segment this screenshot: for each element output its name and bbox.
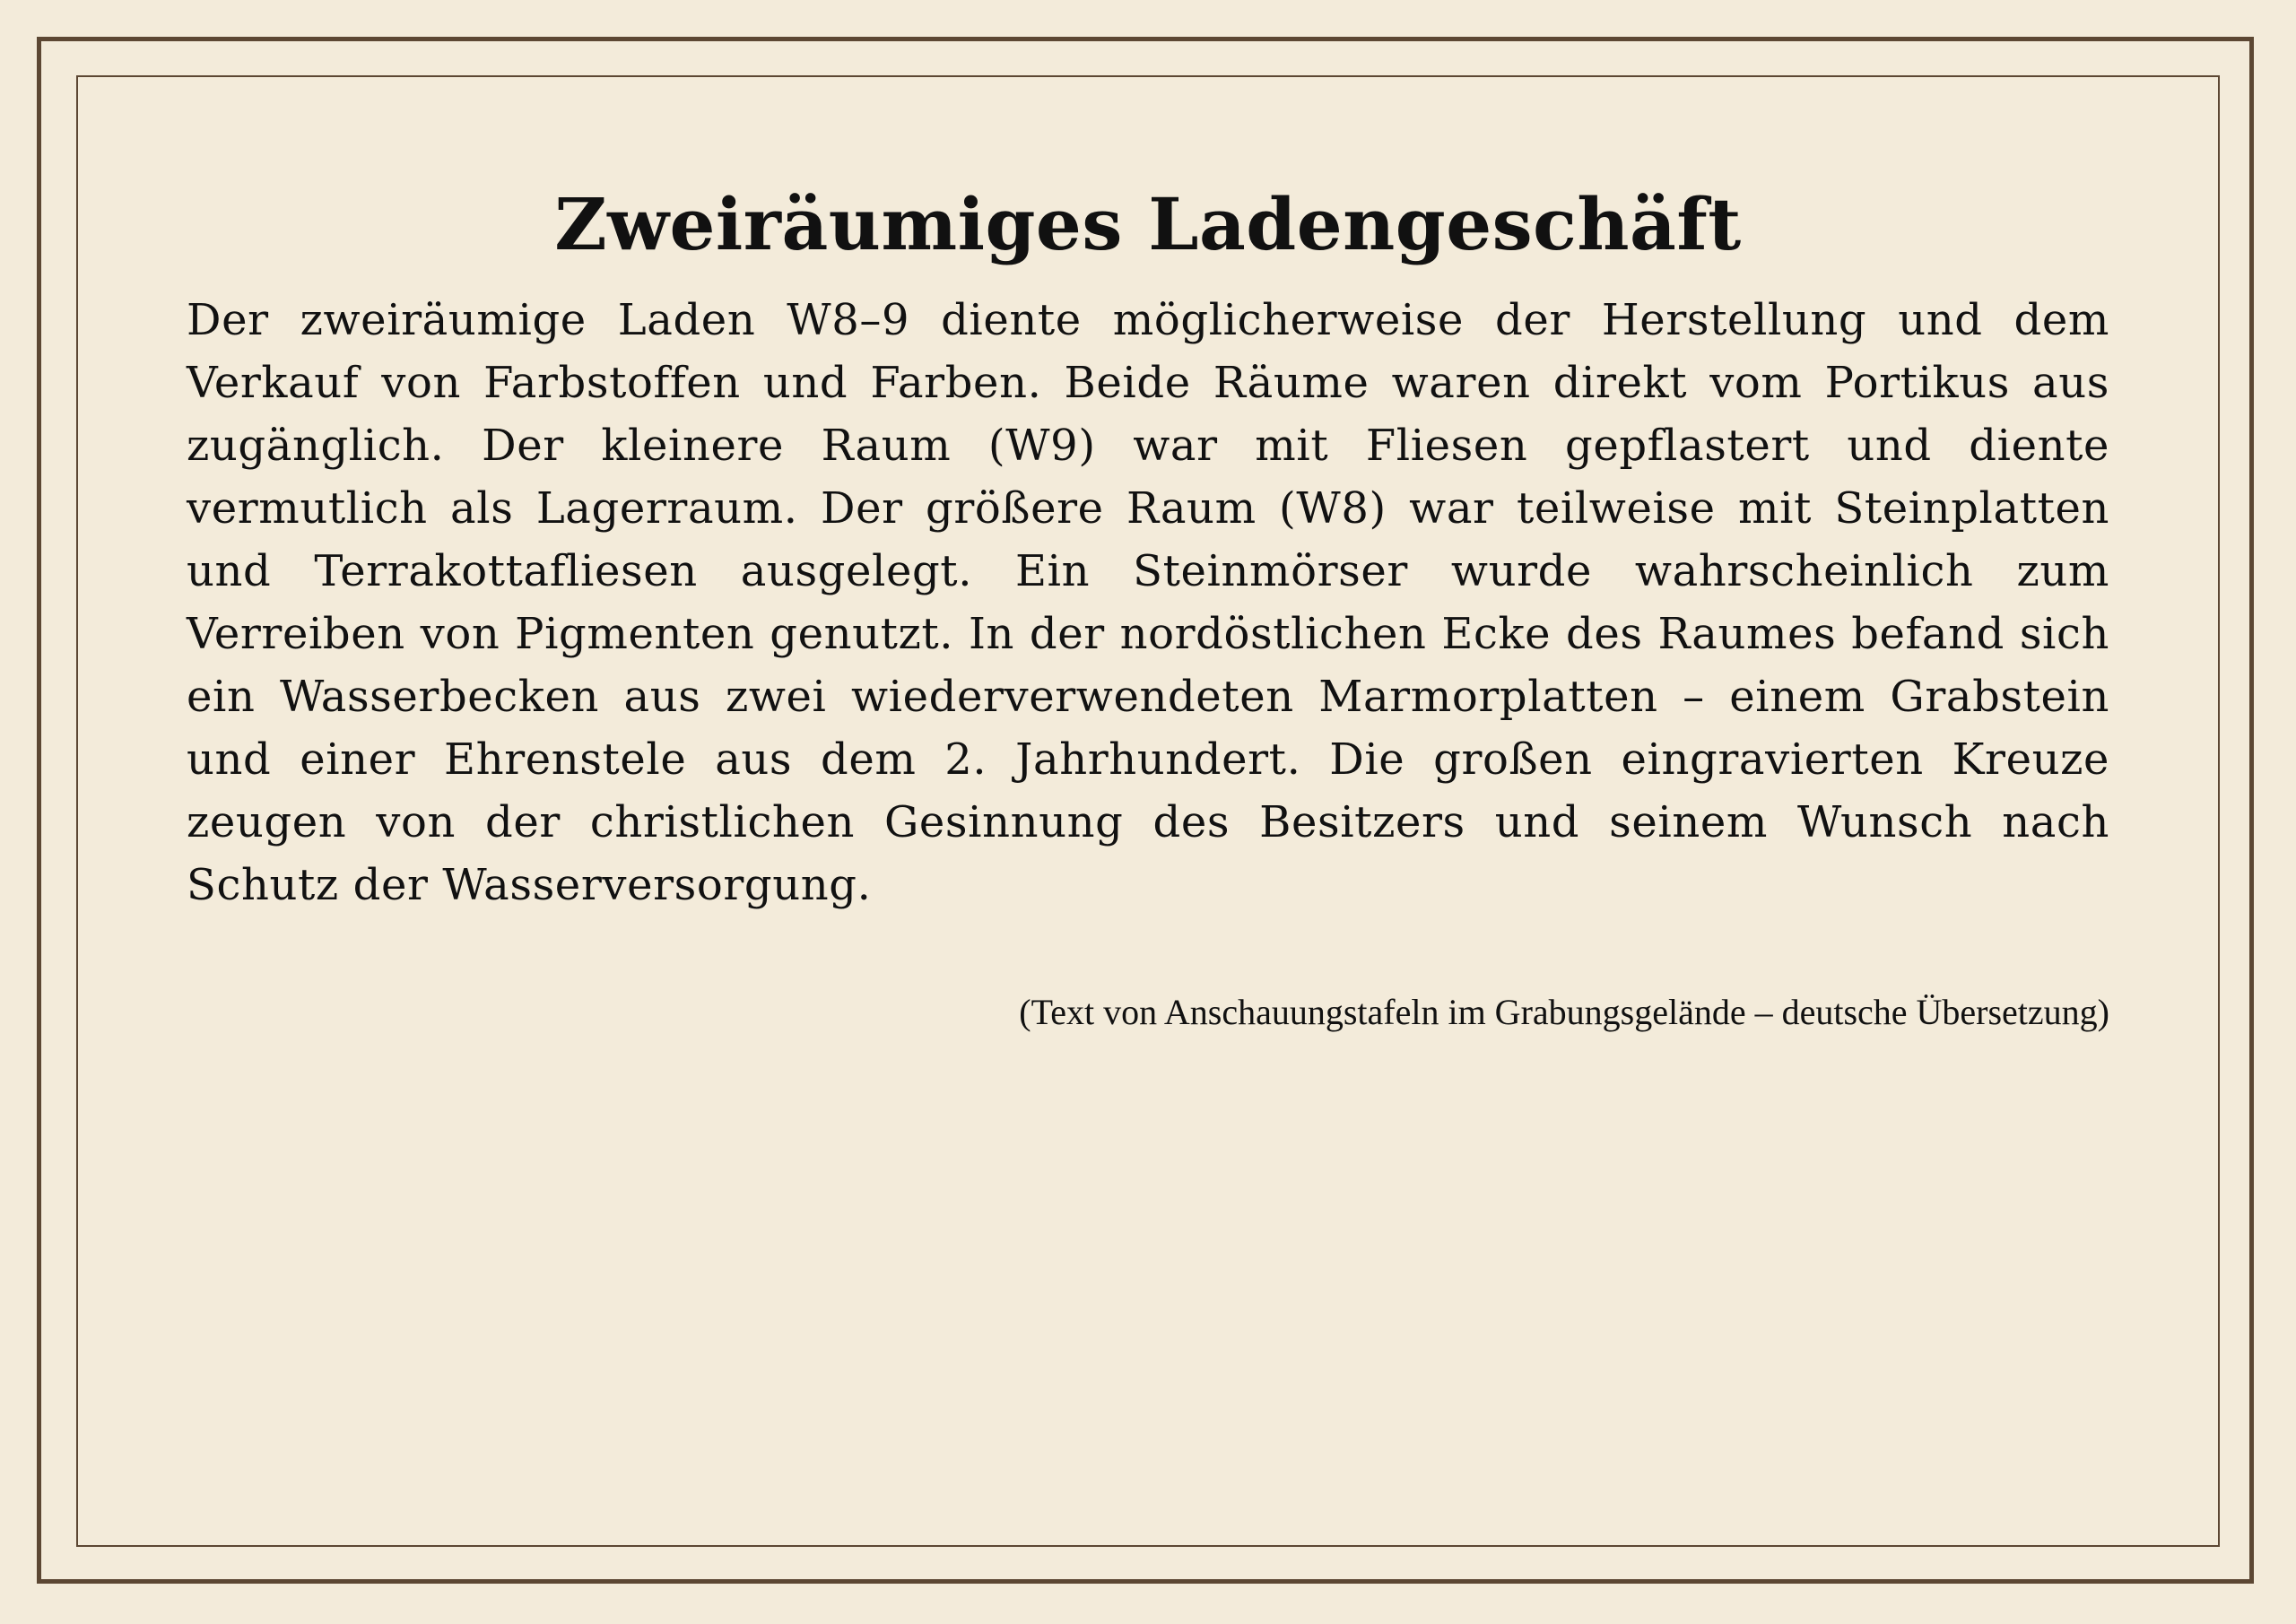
source-note: (Text von Anschauungstafeln im Grabungsgelände – deutsche Übersetzung) — [1019, 992, 2109, 1032]
panel-content — [187, 179, 2109, 1035]
panel-title: Zweiräumiges Ladengeschäft — [554, 182, 1742, 266]
panel-body-text: Der zweiräumige Laden W8–9 diente möglicherweise der Herstellung und dem Verkauf von Farbstoffen und Farben. Beide Räume waren direkt vom Portikus aus zugänglich. Der kleinere Raum (W9) war mit Fliesen gepflastert und diente vermutlich als Lagerraum. Der größere Raum (W8) war teilweise mit Steinplatten und Terrakottafliesen ausgelegt. Ein Steinmörser wurde wahrscheinlich zum Verreiben von Pigmenten genutzt. In der nordöstlichen Ecke des Raumes befand sich ein Wasserbecken aus zwei wiederverwendeten Marmorplatten – einem Grabstein und einer Ehrenstele aus dem 2. Jahrhundert. Die großen eingravierten Kreuze zeugen von der christlichen Gesinnung des Besitzers und seinem Wunsch nach Schutz der Wasserversorgung. — [187, 295, 2109, 910]
